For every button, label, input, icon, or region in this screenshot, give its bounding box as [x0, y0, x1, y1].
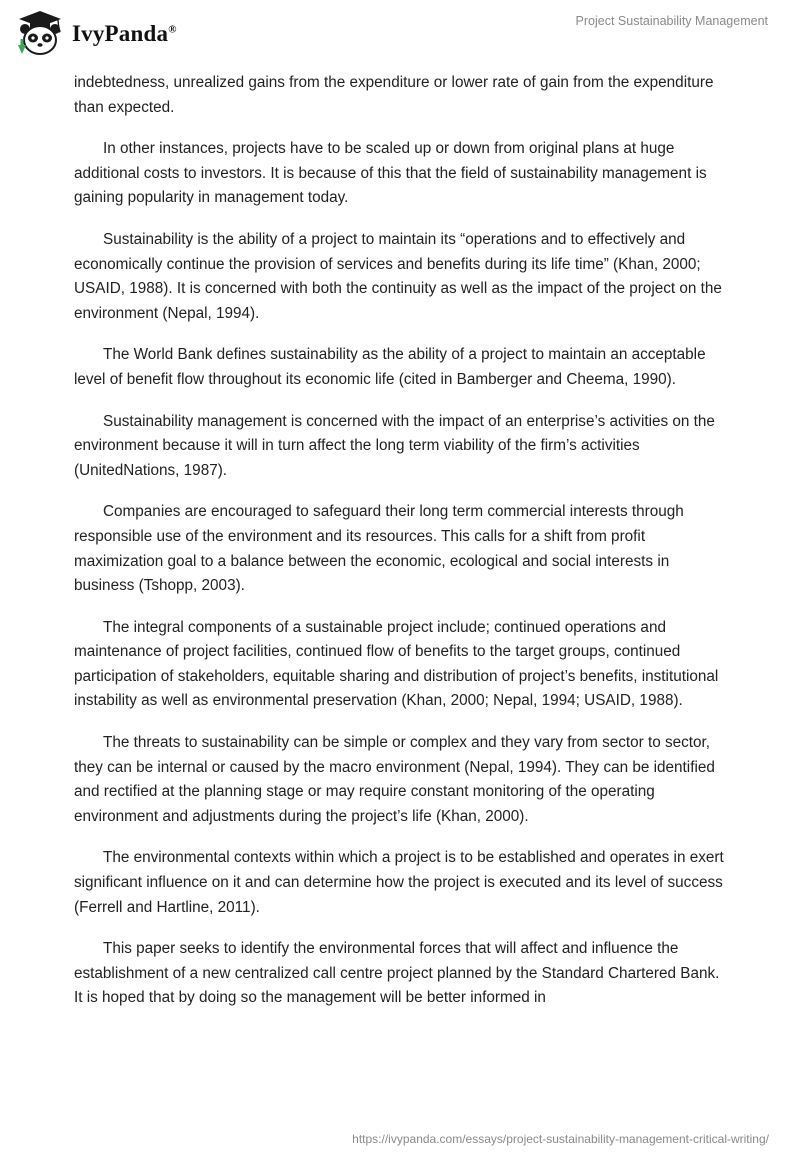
- registered-mark: ®: [168, 23, 177, 36]
- brand-name: IvyPanda®: [72, 21, 177, 46]
- footer-source-link[interactable]: https://ivypanda.com/essays/project-sustainability-management-critical-writing/: [352, 1132, 769, 1146]
- paragraph-3: Sustainability is the ability of a project to maintain its “operations and to effectively and economically continue the provision of services and benefits during its life time” (Khan, 2000; USAID, 1988). It is concerned with both the continuity as well as the impact of the project on the environment (Nepal, 1994).: [74, 230, 722, 322]
- ivypanda-logo[interactable]: [14, 8, 177, 60]
- paragraph-7: The integral components of a sustainable project include; continued operations and maintenance of project facilities, continued flow of benefits to the target groups, continued participation of stakeholders, equitable sharing and distribution of project’s benefits, institutional instability as well as environmental preservation (Khan, 2000; Nepal, 1994; USAID, 1988).: [74, 618, 719, 710]
- document-title: Project Sustainability Management: [575, 14, 768, 28]
- paragraph-8: The threats to sustainability can be simple or complex and they vary from sector to sector, they can be internal or caused by the macro environment (Nepal, 1994). They can be identified and rectified at the planning stage or may require constant monitoring of the operating environment and adjustments during the project’s life (Khan, 2000).: [74, 734, 715, 825]
- panda-mascot-icon: [14, 8, 66, 60]
- paragraph-5: Sustainability management is concerned with the impact of an enterprise’s activities on the environment because it will in turn affect the long term viability of the firm’s activities (UnitedNations, 1987).: [74, 412, 715, 479]
- paragraph-6: Companies are encouraged to safeguard their long term commercial interests through responsible use of the environment and its resources. This calls for a shift from profit maximization goal to a balance between the economic, ecological and social interests in business (Tshopp, 2003).: [74, 503, 684, 595]
- page-header: [0, 0, 800, 70]
- essay-body: [74, 71, 728, 1028]
- paragraph-2: In other instances, projects have to be scaled up or down from original plans at huge additional costs to investors. It is because of this that the field of sustainability management is gaining popularity in management today.: [74, 140, 707, 207]
- paragraph-9: The environmental contexts within which a project is to be established and operates in exert significant influence on it and can determine how the project is executed and its level of success (Ferrell and Hartline, 2011).: [74, 849, 724, 916]
- paragraph-4: The World Bank defines sustainability as the ability of a project to maintain an acceptable level of benefit flow throughout its economic life (cited in Bamberger and Cheema, 1990).: [74, 346, 706, 388]
- paragraph-10: This paper seeks to identify the environmental forces that will affect and influence the establishment of a new centralized call centre project planned by the Standard Chartered Bank. It is hoped that by doing so the management will be better informed in: [74, 940, 720, 1007]
- paragraph-1: indebtedness, unrealized gains from the expenditure or lower rate of gain from the expenditure than expected.: [74, 74, 714, 116]
